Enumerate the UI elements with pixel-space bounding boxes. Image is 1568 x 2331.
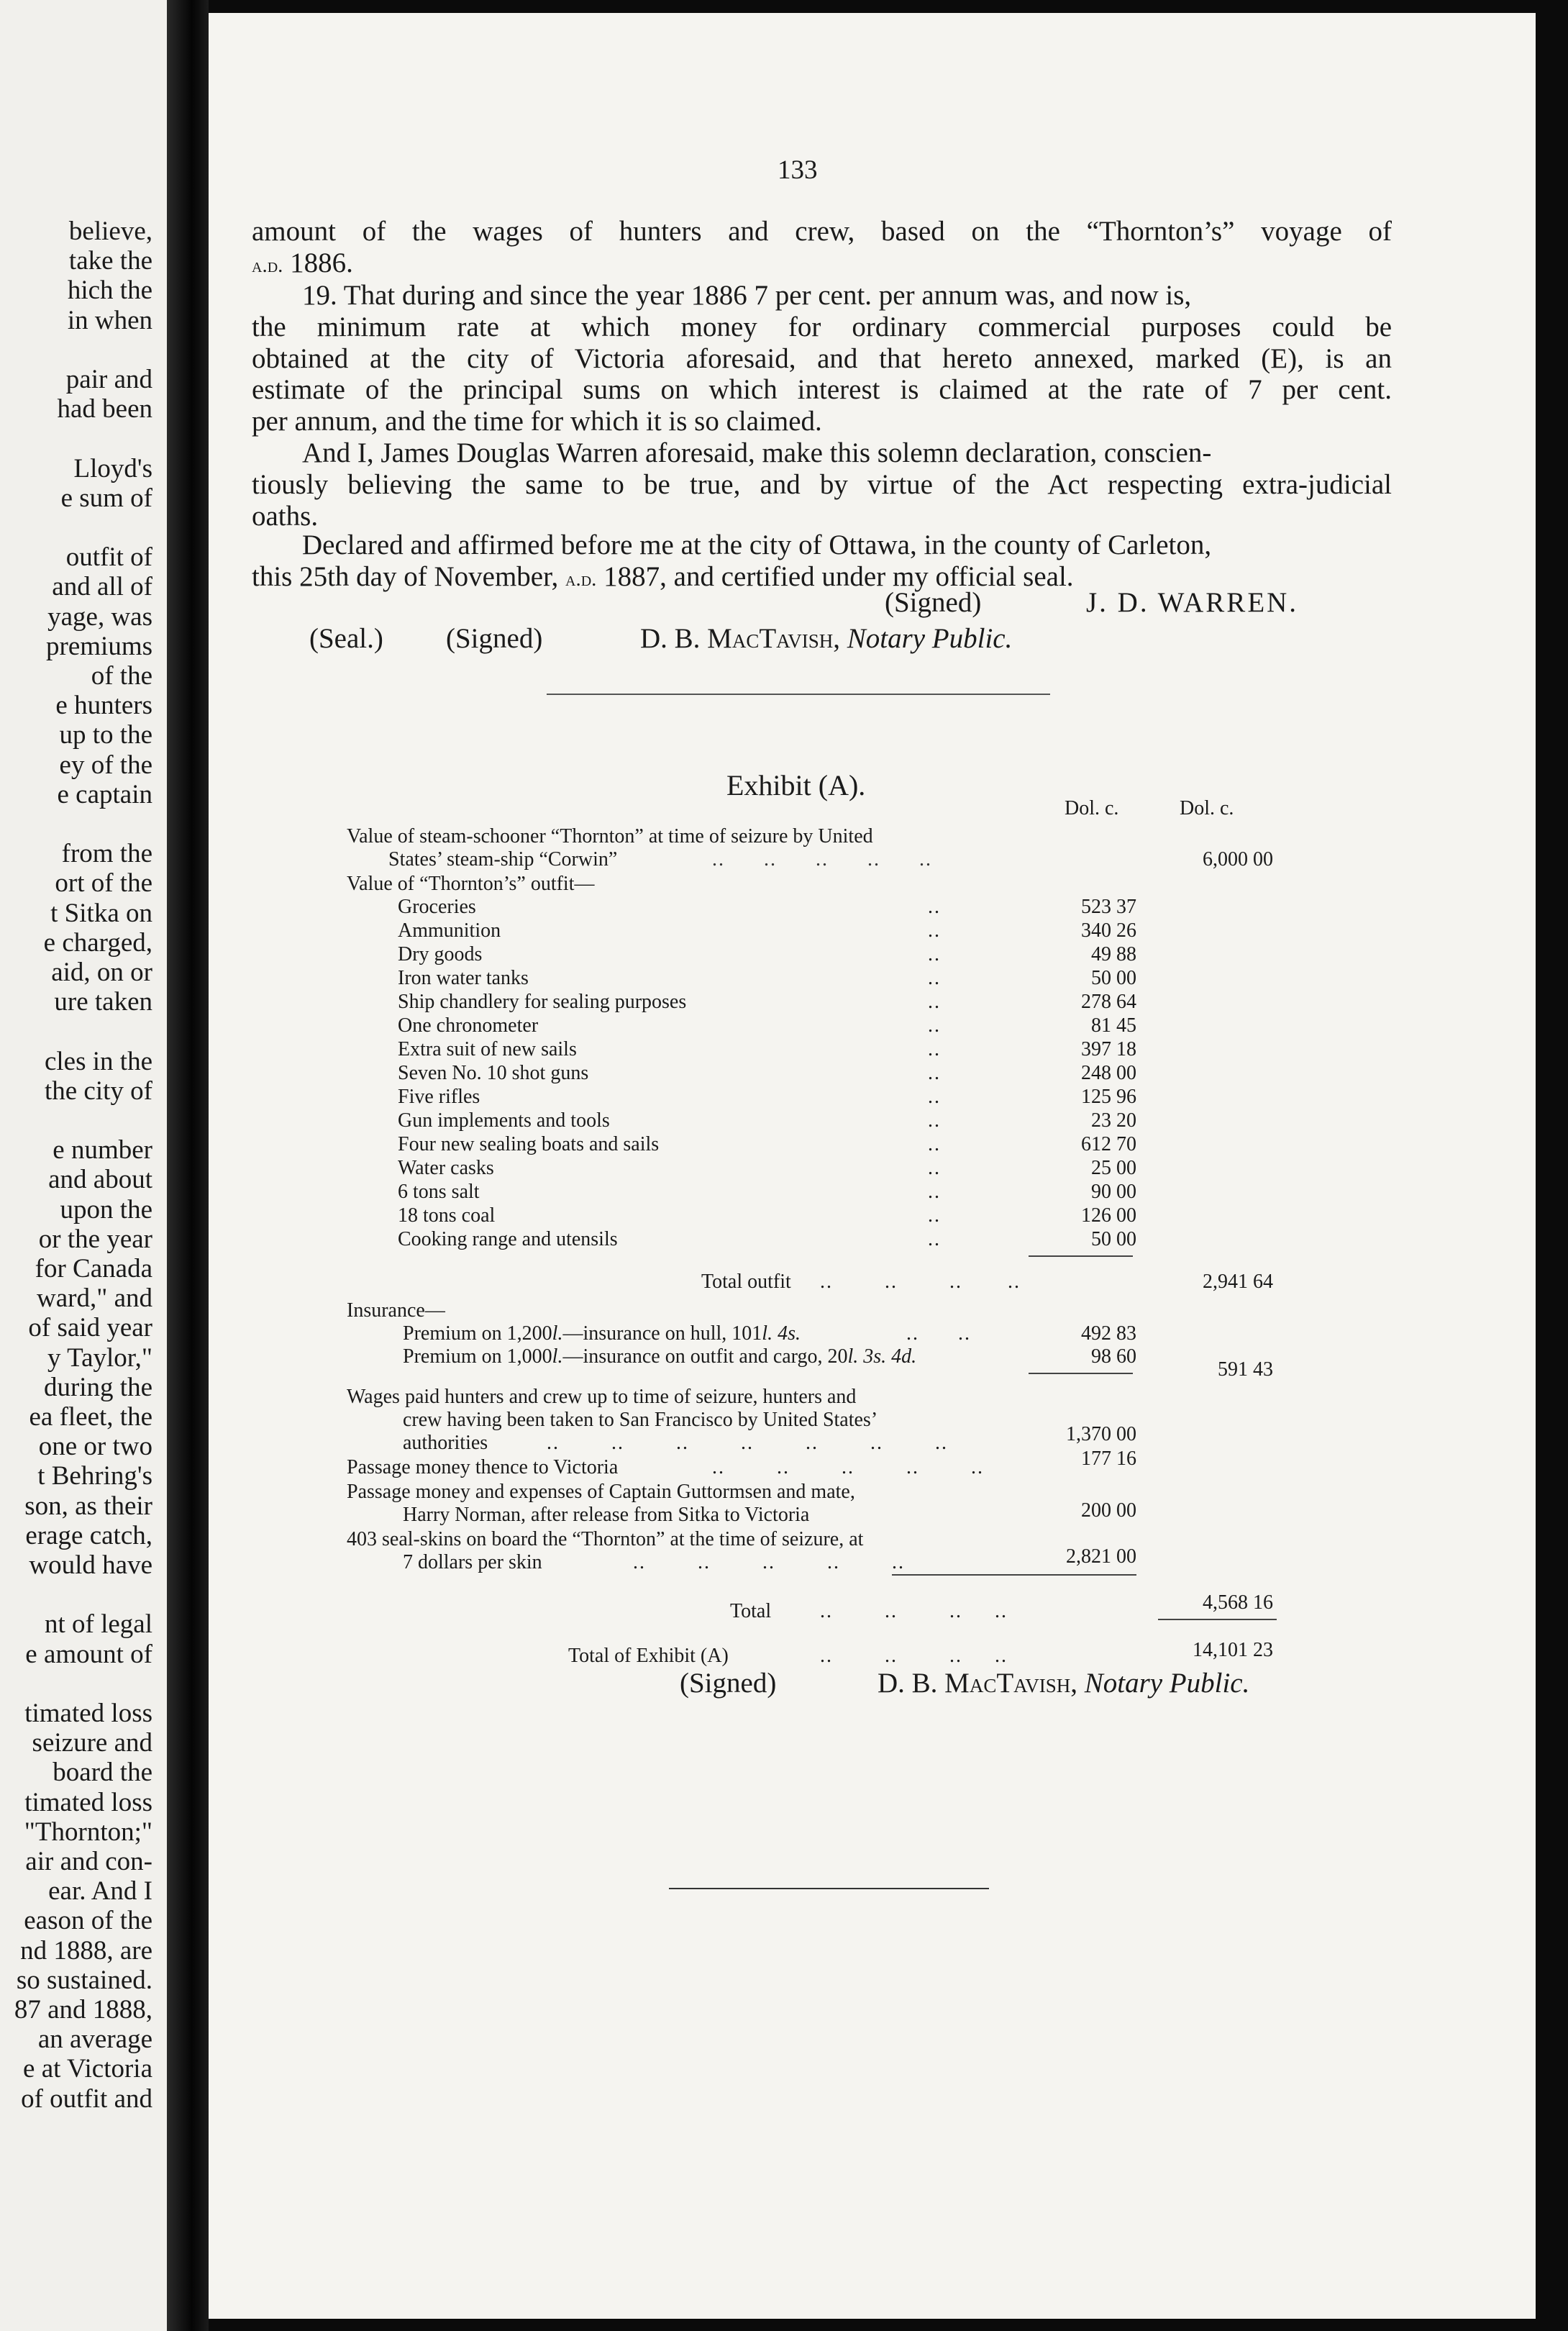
previous-page-line: erage catch, [25,1521,152,1550]
table-row-label: Harry Norman, after release from Sitka to Victoria [403,1504,810,1526]
leader-dots: .. [928,1228,941,1250]
column-header: Dol. c. [1180,797,1234,819]
outfit-item-value: 248 00 [1081,1062,1136,1084]
previous-page-line: cles in the [44,1047,152,1076]
leader-dots: .. .. .. .. .. [633,1551,905,1573]
paragraph-line: oaths. [252,501,319,532]
paragraph-line: obtained at the city of Victoria aforesaid, and that hereto annexed, marked (E), is an [252,343,1392,374]
leader-dots: .. .. .. .. [820,1645,1008,1667]
table-cell-value: 98 60 [1091,1345,1136,1368]
table-row-label: Total [730,1600,772,1622]
text-fragment: l. [552,1345,563,1368]
paragraph-line [252,249,353,277]
previous-page-line: aid, on or [51,958,152,987]
previous-page-line: Lloyd's [73,454,152,483]
outfit-item-value: 50 00 [1091,967,1136,989]
leader-dots: .. .. .. .. [820,1271,1021,1293]
outfit-item-label: 6 tons salt [398,1181,480,1203]
outfit-item-label: Extra suit of new sails [398,1038,577,1060]
previous-page-line: would have [29,1550,152,1580]
previous-page-line: ward," and [37,1283,152,1313]
previous-page-line: premiums [46,632,152,661]
paragraph-line: the minimum rate at which money for ordinary commercial purposes could be [252,312,1392,342]
outfit-item-label: Gun implements and tools [398,1109,610,1132]
outfit-item-value: 25 00 [1091,1157,1136,1179]
notary-name: D. B. MacTavish, [640,623,840,654]
previous-page-line: ea fleet, the [29,1402,152,1432]
previous-page-line: board the [53,1758,152,1787]
previous-page-line: of said year [28,1313,152,1342]
seal-label: (Seal.) [309,623,383,654]
notary-signature [640,624,1012,653]
previous-page-line: timated loss [24,1788,152,1817]
table-row-label: authorities [403,1432,488,1454]
previous-page-line: ey of the [59,750,152,780]
outfit-item-label: 18 tons coal [398,1204,496,1227]
outfit-item-value: 523 37 [1081,896,1136,918]
leader-dots: .. [928,896,941,918]
date-text: 1887, and certified under my official seal. [596,561,1074,592]
table-row-label: Value of steam-schooner “Thornton” at time of seizure by United [347,825,873,848]
previous-page-line: an average [37,2025,152,2054]
leader-dots: .. .. .. .. .. [712,1456,984,1478]
previous-page-line: and about [48,1165,152,1194]
signed-label: (Signed) [885,587,982,618]
outfit-item-label: Seven No. 10 shot guns [398,1062,589,1084]
table-section-heading: Value of “Thornton’s” outfit— [347,873,595,895]
outfit-item-value: 125 96 [1081,1086,1136,1108]
leader-dots: .. [928,943,941,965]
divider [547,694,1050,695]
book-spine [167,0,209,2331]
leader-dots: .. [928,991,941,1013]
previous-page-line: so sustained. [16,1966,152,1995]
exhibit-title: Exhibit (A). [726,769,866,801]
leader-dots: .. [928,1181,941,1203]
leader-dots: .. [928,967,941,989]
text-fragment: —insurance on hull, 101 [562,1322,762,1345]
leader-dots: .. [928,1204,941,1227]
outfit-item-label: Ammunition [398,919,501,942]
signed-label: (Signed) [680,1668,777,1699]
table-row-label [403,1324,801,1344]
outfit-item-value: 126 00 [1081,1204,1136,1227]
previous-page-line: seizure and [32,1728,152,1758]
text-fragment: l. 3s. 4d. [847,1345,917,1368]
paragraph-line: 19. That during and since the year 1886 7 per cent. per annum was, and now is, [302,280,1192,311]
previous-page-line: ort of the [55,868,152,898]
paragraph-line: amount of the wages of hunters and crew, based on the “Thornton’s” voyage of [252,216,1392,247]
previous-page-line: of the [91,661,152,691]
previous-page-line: ear. And I [48,1876,152,1906]
previous-page-line: nd 1888, are [20,1936,152,1966]
outfit-item-value: 90 00 [1091,1181,1136,1203]
outfit-item-value: 23 20 [1091,1109,1136,1132]
table-row-label: States’ steam-ship “Corwin” [388,848,618,871]
previous-page-strip [0,0,167,2331]
table-cell-value: 492 83 [1081,1322,1136,1345]
era-abbrev: a.d. [565,568,597,591]
paragraph-line: And I, James Douglas Warren aforesaid, make this solemn declaration, conscien- [302,437,1212,468]
outfit-item-value: 340 26 [1081,919,1136,942]
previous-page-line: in when [67,306,152,335]
previous-page-line: had been [57,394,152,424]
previous-page-line: upon the [60,1195,152,1224]
text-fragment: —insurance on outfit and cargo, 20 [562,1345,848,1368]
page-number: 133 [778,155,818,185]
leader-dots: .. [928,1133,941,1155]
sum-rule [892,1574,1136,1576]
table-cell-value: 2,821 00 [1066,1545,1136,1568]
signed-label: (Signed) [446,623,543,654]
previous-page-line: for Canada [35,1254,152,1283]
paragraph-line: per annum, and the time for which it is so claimed. [252,406,822,437]
outfit-item-label: Water casks [398,1157,494,1179]
date-text: this 25th day of November, [252,561,566,592]
previous-page-line: son, as their [24,1491,152,1521]
previous-page-line: t Behring's [37,1461,152,1491]
outfit-item-label: Groceries [398,896,476,918]
previous-page-line: pair and [65,365,152,394]
table-row-label: Wages paid hunters and crew up to time of seizure, hunters and [347,1386,857,1408]
leader-dots: .. [928,1062,941,1084]
outfit-item-value: 612 70 [1081,1133,1136,1155]
previous-page-line: ure taken [54,987,152,1017]
year-text: 1886. [283,247,353,278]
leader-dots: .. [928,1109,941,1132]
previous-page-line: believe, [68,217,152,246]
text-fragment: Premium on 1,000 [403,1345,552,1368]
text-fragment: Premium on 1,200 [403,1322,552,1345]
previous-page-line: up to the [59,720,152,750]
previous-page-line: e sum of [60,483,152,513]
right-margin [1536,0,1568,2331]
notary-title: Notary Public. [847,623,1013,654]
previous-page-line: from the [61,839,152,868]
table-row-label: 7 dollars per skin [403,1551,542,1573]
leader-dots: .. [928,1038,941,1060]
previous-page-line: eason of the [24,1906,152,1935]
notary-name: D. B. MacTavish, [878,1668,1077,1699]
outfit-item-label: One chronometer [398,1014,539,1037]
column-header: Dol. c. [1065,797,1119,819]
leader-dots: .. .. .. .. .. [712,848,932,871]
page [209,13,1536,2319]
text-fragment: l. 4s. [762,1322,801,1345]
previous-page-line: 87 and 1888, [14,1995,152,2025]
paragraph-line: estimate of the principal sums on which interest is claimed at the rate of 7 per cent. [252,374,1392,405]
leader-dots: .. [928,1157,941,1179]
table-row-label [403,1347,916,1367]
previous-page-line: of outfit and [21,2084,152,2114]
sum-rule [1158,1619,1277,1620]
outfit-item-value: 397 18 [1081,1038,1136,1060]
previous-page-line: e at Victoria [23,2054,152,2084]
outfit-item-label: Iron water tanks [398,967,529,989]
leader-dots: .. [928,1086,941,1108]
outfit-item-label: Cooking range and utensils [398,1228,618,1250]
previous-page-line: hich the [67,276,152,305]
previous-page-line: y Taylor," [47,1343,152,1373]
leader-dots: .. .. .. .. .. .. .. [547,1432,948,1454]
previous-page-line: e number [53,1135,152,1165]
previous-page-line: air and con- [25,1847,152,1876]
previous-page-line: timated loss [24,1699,152,1728]
previous-page-line: during the [43,1373,152,1402]
table-cell-value: 591 43 [1218,1358,1273,1381]
table-row-label: crew having been taken to San Francisco by United States’ [403,1409,878,1431]
outfit-item-label: Ship chandlery for sealing purposes [398,991,687,1013]
previous-page-line: e amount of [25,1640,152,1669]
notary-title: Notary Public. [1084,1668,1250,1699]
declarant-signature: J. D. WARREN. [1086,587,1299,618]
table-row-label: Passage money thence to Victoria [347,1456,619,1478]
outfit-item-value: 278 64 [1081,991,1136,1013]
notary-signature [878,1669,1249,1697]
table-section-heading: Insurance— [347,1299,445,1322]
previous-page-line: e charged, [43,928,152,958]
previous-page-line: one or two [38,1432,152,1461]
outfit-item-label: Four new sealing boats and sails [398,1133,660,1155]
table-cell-value: 1,370 00 [1066,1423,1136,1445]
leader-dots: .. .. .. .. [820,1600,1008,1622]
table-row-label: Total of Exhibit (A) [568,1645,729,1667]
outfit-item-value: 49 88 [1091,943,1136,965]
outfit-item-value: 81 45 [1091,1014,1136,1037]
previous-page-line: yage, was [47,602,152,632]
table-cell-value: 177 16 [1081,1448,1136,1470]
outfit-item-label: Five rifles [398,1086,480,1108]
table-cell-value: 4,568 16 [1203,1591,1273,1614]
previous-page-line: t Sitka on [50,899,152,928]
sum-rule [1029,1373,1133,1374]
previous-page-line: outfit of [65,542,152,572]
table-row-label: Total outfit [701,1271,791,1293]
previous-page-line: take the [68,246,152,276]
leader-dots: .. [928,919,941,942]
table-cell-value: 14,101 23 [1193,1639,1273,1661]
table-cell-value: 200 00 [1081,1499,1136,1522]
paragraph-line: Declared and affirmed before me at the city of Ottawa, in the county of Carleton, [302,530,1212,560]
sum-rule [1029,1255,1133,1257]
previous-page-line: e captain [57,780,152,809]
previous-page-line: "Thornton;" [24,1817,152,1847]
paragraph-line: tiously believing the same to be true, and by virtue of the Act respecting extra-judicial [252,469,1392,500]
previous-page-line: nt of legal [44,1609,152,1639]
era-abbrev: a.d. [252,254,283,277]
table-cell-value: 6,000 00 [1203,848,1273,871]
previous-page-line: or the year [38,1224,152,1254]
previous-page-line: and all of [52,572,152,601]
table-cell-value: 2,941 64 [1203,1271,1273,1293]
table-row-label: 403 seal-skins on board the “Thornton” at the time of seizure, at [347,1528,864,1550]
divider [669,1888,989,1889]
leader-dots: .. .. [906,1322,971,1345]
table-row-label: Passage money and expenses of Captain Guttormsen and mate, [347,1481,855,1503]
outfit-item-value: 50 00 [1091,1228,1136,1250]
outfit-item-label: Dry goods [398,943,483,965]
leader-dots: .. [928,1014,941,1037]
previous-page-line: e hunters [55,691,152,720]
text-fragment: l. [552,1322,563,1345]
previous-page-line: the city of [44,1076,152,1106]
